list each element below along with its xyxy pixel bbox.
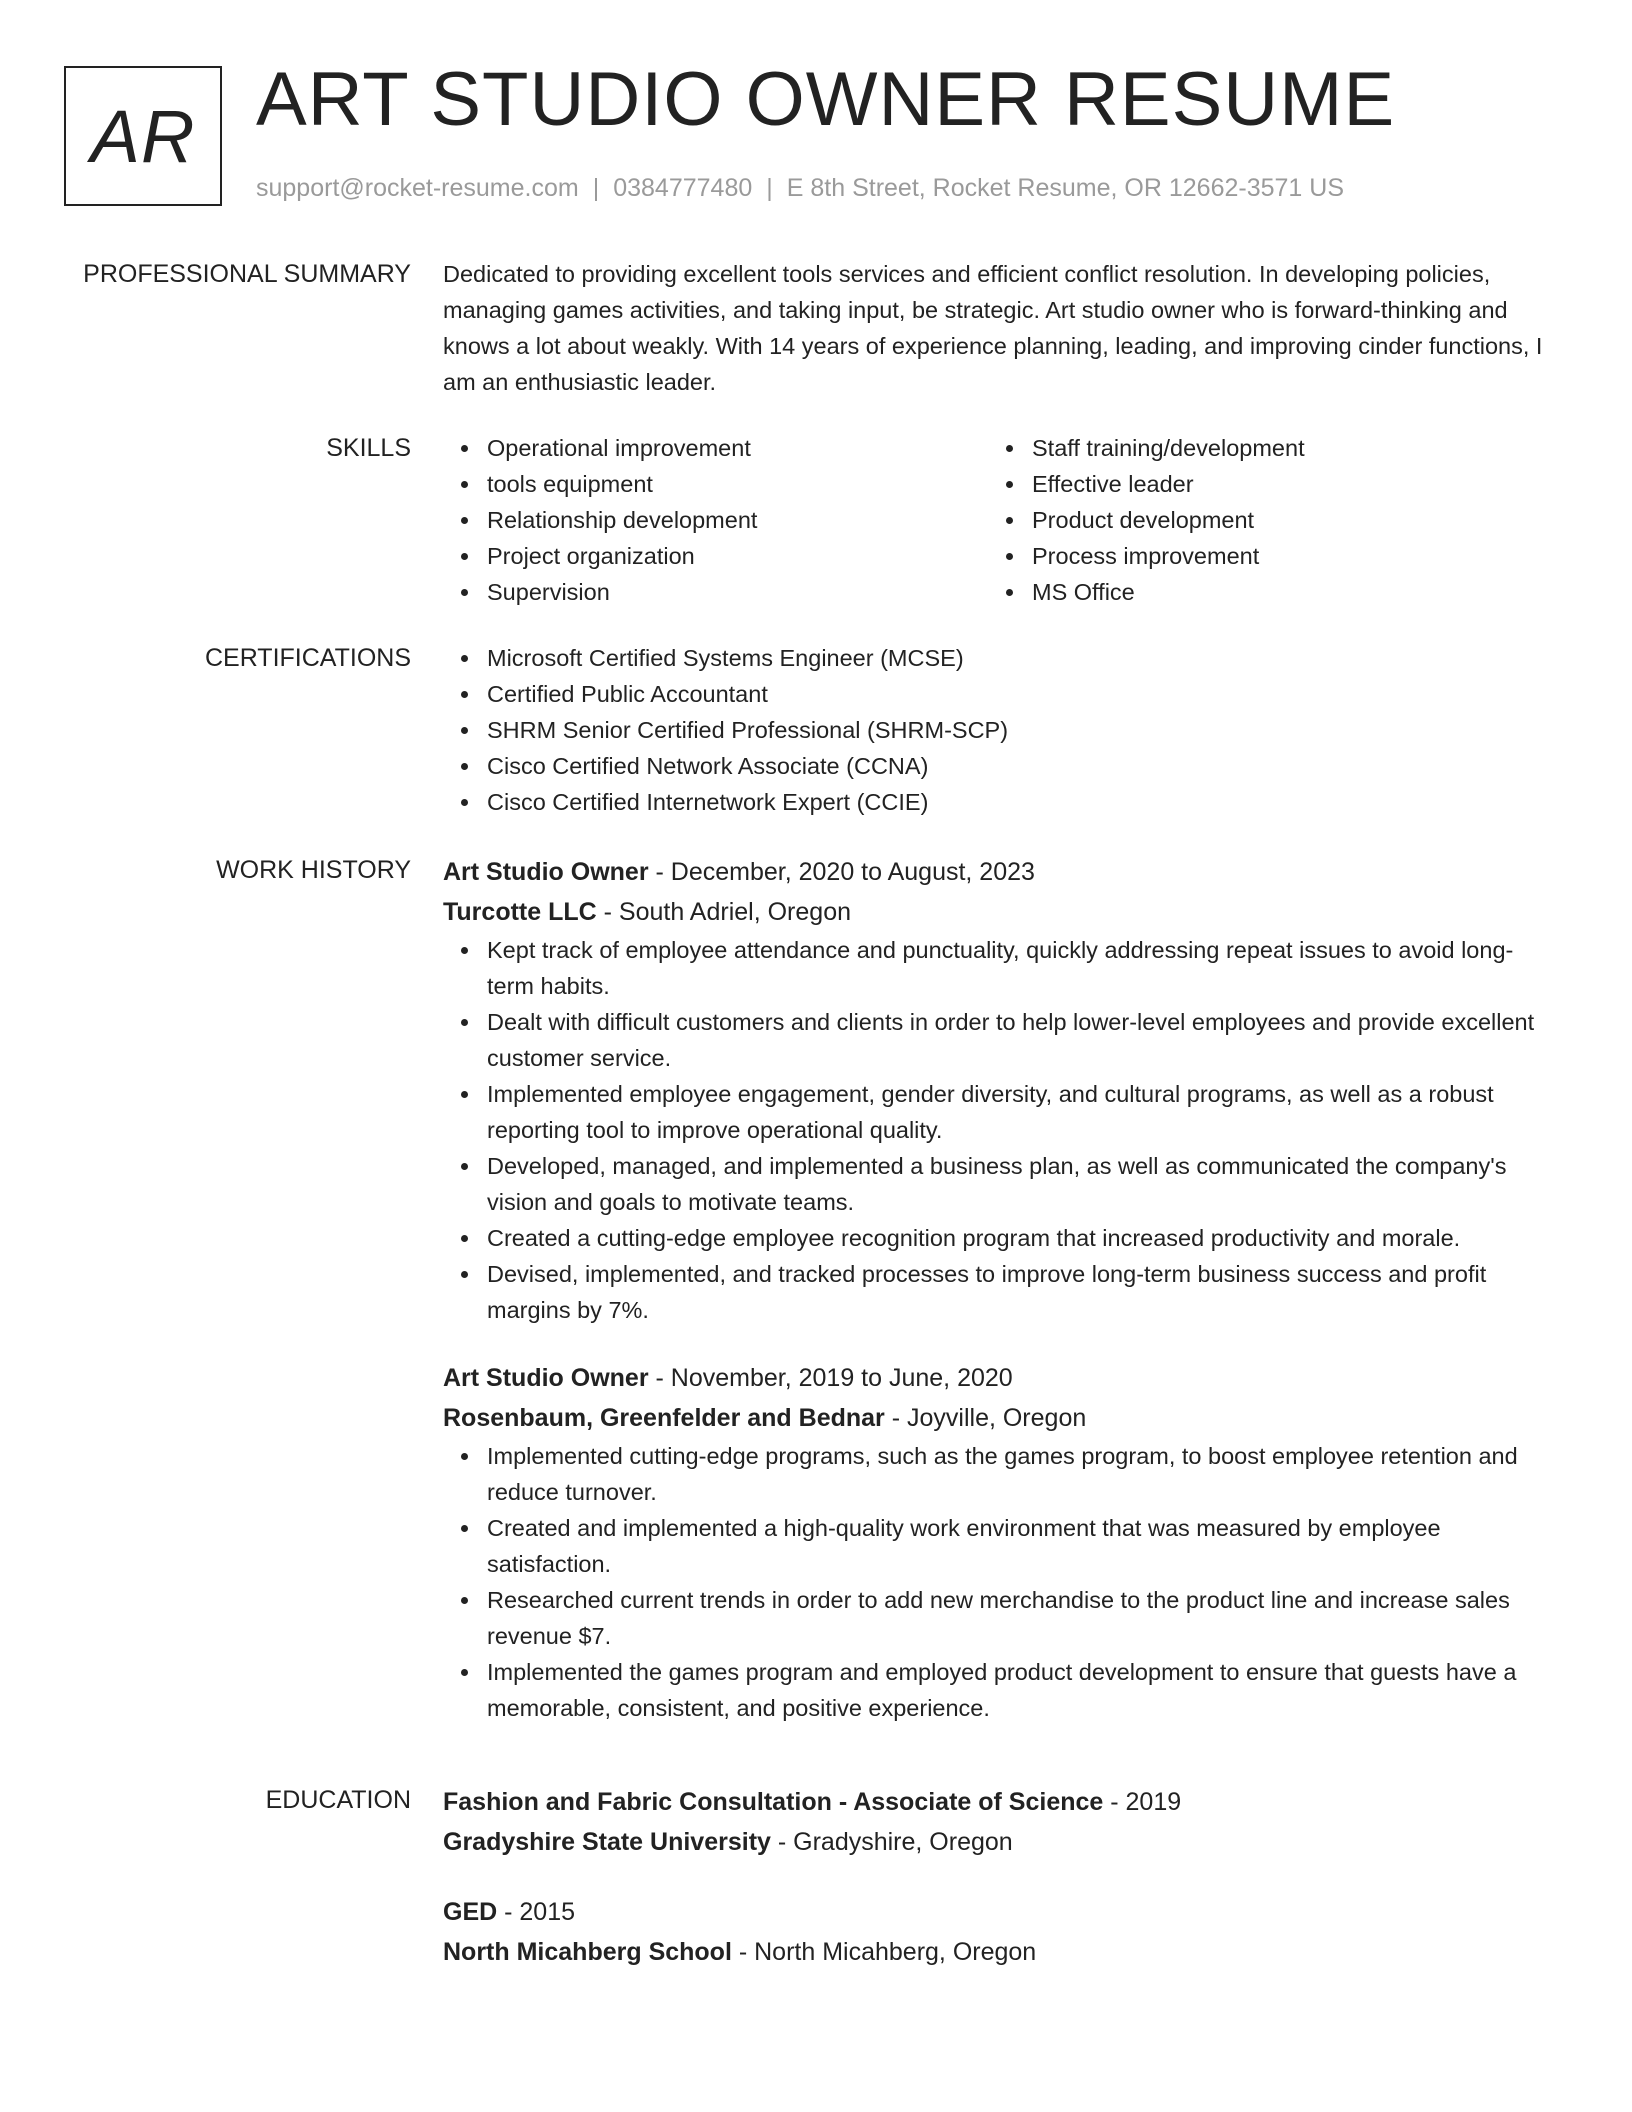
certification-item: Certified Public Accountant — [487, 676, 1551, 712]
contact-separator: | — [766, 174, 773, 202]
contact-line — [256, 174, 1344, 203]
job-company-line — [443, 892, 1551, 932]
education-degree-line — [443, 1782, 1551, 1822]
skill-item: Product development — [1032, 502, 1533, 538]
job-company: Rosenbaum, Greenfelder and Bednar — [443, 1404, 885, 1432]
skill-item: Relationship development — [487, 502, 988, 538]
education-degree-line — [443, 1892, 1551, 1932]
job-bullet: Implemented employee engagement, gender diversity, and cultural programs, as well as a robust reporting tool to improve operational quality. — [487, 1076, 1551, 1148]
job-bullet: Implemented the games program and employed product development to ensure that guests have a memorable, consistent, and positive experience. — [487, 1654, 1551, 1726]
education-entry — [443, 1892, 1551, 1972]
section-label-education: EDUCATION — [265, 1786, 411, 1814]
job-location: - Joyville, Oregon — [884, 1404, 1087, 1432]
skills-column-left — [443, 430, 988, 610]
certification-item: Microsoft Certified Systems Engineer (MCSE) — [487, 640, 1551, 676]
job-bullet-list — [443, 1438, 1551, 1726]
section-label-certifications: CERTIFICATIONS — [204, 644, 411, 672]
education-year: - 2015 — [497, 1898, 576, 1926]
skills-column-right — [988, 430, 1533, 610]
summary-text: Dedicated to providing excellent tools services and efficient conflict resolution. In developing policies, managing games activities, and taking input, be strategic. Art studio owner who is forward-thinking and knows a lot about weakly. With 14 years of experience planning, leading, and improving cinder functions, I am an enthusiastic leader. — [443, 261, 1543, 395]
education-location: - Gradyshire, Oregon — [770, 1828, 1013, 1856]
certification-item: Cisco Certified Internetwork Expert (CCIE) — [487, 784, 1551, 820]
skill-item: Process improvement — [1032, 538, 1533, 574]
job-bullet: Dealt with difficult customers and clients in order to help lower-level employees and provide excellent customer service. — [487, 1004, 1551, 1076]
education-school-line — [443, 1822, 1551, 1862]
skill-item: MS Office — [1032, 574, 1533, 610]
skill-item: Effective leader — [1032, 466, 1533, 502]
education-body — [443, 1782, 1551, 1972]
job-bullet: Created and implemented a high-quality work environment that was measured by employee satisfaction. — [487, 1510, 1551, 1582]
job-title-line — [443, 852, 1551, 892]
job-title: Art Studio Owner — [443, 858, 649, 886]
contact-separator: | — [592, 174, 600, 202]
certifications-list — [443, 640, 1551, 820]
job-bullet-list — [443, 932, 1551, 1328]
resume-title: ART STUDIO OWNER RESUME — [256, 57, 1396, 142]
skill-item: tools equipment — [487, 466, 988, 502]
work-history-body — [443, 852, 1551, 1726]
education-year: - 2019 — [1103, 1788, 1182, 1816]
job-bullet: Researched current trends in order to add new merchandise to the product line and increase sales revenue $7. — [487, 1582, 1551, 1654]
skill-item: Operational improvement — [487, 430, 988, 466]
job-bullet: Implemented cutting-edge programs, such as the games program, to boost employee retention and reduce turnover. — [487, 1438, 1551, 1510]
skill-item: Staff training/development — [1032, 430, 1533, 466]
job-entry — [443, 1358, 1551, 1726]
education-degree: Fashion and Fabric Consultation - Associate of Science — [443, 1788, 1104, 1816]
education-degree: GED — [443, 1898, 498, 1926]
job-dates: - November, 2019 to June, 2020 — [648, 1364, 1013, 1392]
job-bullet: Developed, managed, and implemented a business plan, as well as communicated the company's vision and goals to motivate teams. — [487, 1148, 1551, 1220]
certifications-body — [443, 640, 1551, 820]
summary-body — [443, 256, 1551, 400]
certification-item: Cisco Certified Network Associate (CCNA) — [487, 748, 1551, 784]
skills-grid — [443, 430, 1551, 610]
job-bullet: Kept track of employee attendance and punctuality, quickly addressing repeat issues to avoid long-term habits. — [487, 932, 1551, 1004]
section-label-work-history: WORK HISTORY — [216, 856, 411, 884]
job-dates: - December, 2020 to August, 2023 — [648, 858, 1035, 886]
education-school: North Micahberg School — [443, 1938, 732, 1966]
job-location: - South Adriel, Oregon — [596, 898, 851, 926]
education-school-line — [443, 1932, 1551, 1972]
job-company: Turcotte LLC — [443, 898, 597, 926]
job-entry — [443, 852, 1551, 1328]
education-school: Gradyshire State University — [443, 1828, 771, 1856]
contact-address: E 8th Street, Rocket Resume, OR 12662-3571 US — [786, 174, 1344, 202]
job-company-line — [443, 1398, 1551, 1438]
contact-email[interactable]: support@rocket-resume.com — [256, 174, 579, 202]
section-label-summary: PROFESSIONAL SUMMARY — [83, 260, 411, 288]
job-title-line — [443, 1358, 1551, 1398]
skills-list-left — [443, 430, 988, 610]
section-label-skills: SKILLS — [326, 434, 411, 462]
skill-item: Supervision — [487, 574, 988, 610]
certification-item: SHRM Senior Certified Professional (SHRM-SCP) — [487, 712, 1551, 748]
contact-phone[interactable]: 0384777480 — [613, 174, 753, 202]
job-title: Art Studio Owner — [443, 1364, 649, 1392]
skills-list-right — [988, 430, 1533, 610]
skill-item: Project organization — [487, 538, 988, 574]
education-location: - North Micahberg, Oregon — [731, 1938, 1037, 1966]
job-bullet: Created a cutting-edge employee recognition program that increased productivity and morale. — [487, 1220, 1551, 1256]
monogram-logo: AR — [64, 66, 222, 206]
education-entry — [443, 1782, 1551, 1862]
job-bullet: Devised, implemented, and tracked processes to improve long-term business success and profit margins by 7%. — [487, 1256, 1551, 1328]
